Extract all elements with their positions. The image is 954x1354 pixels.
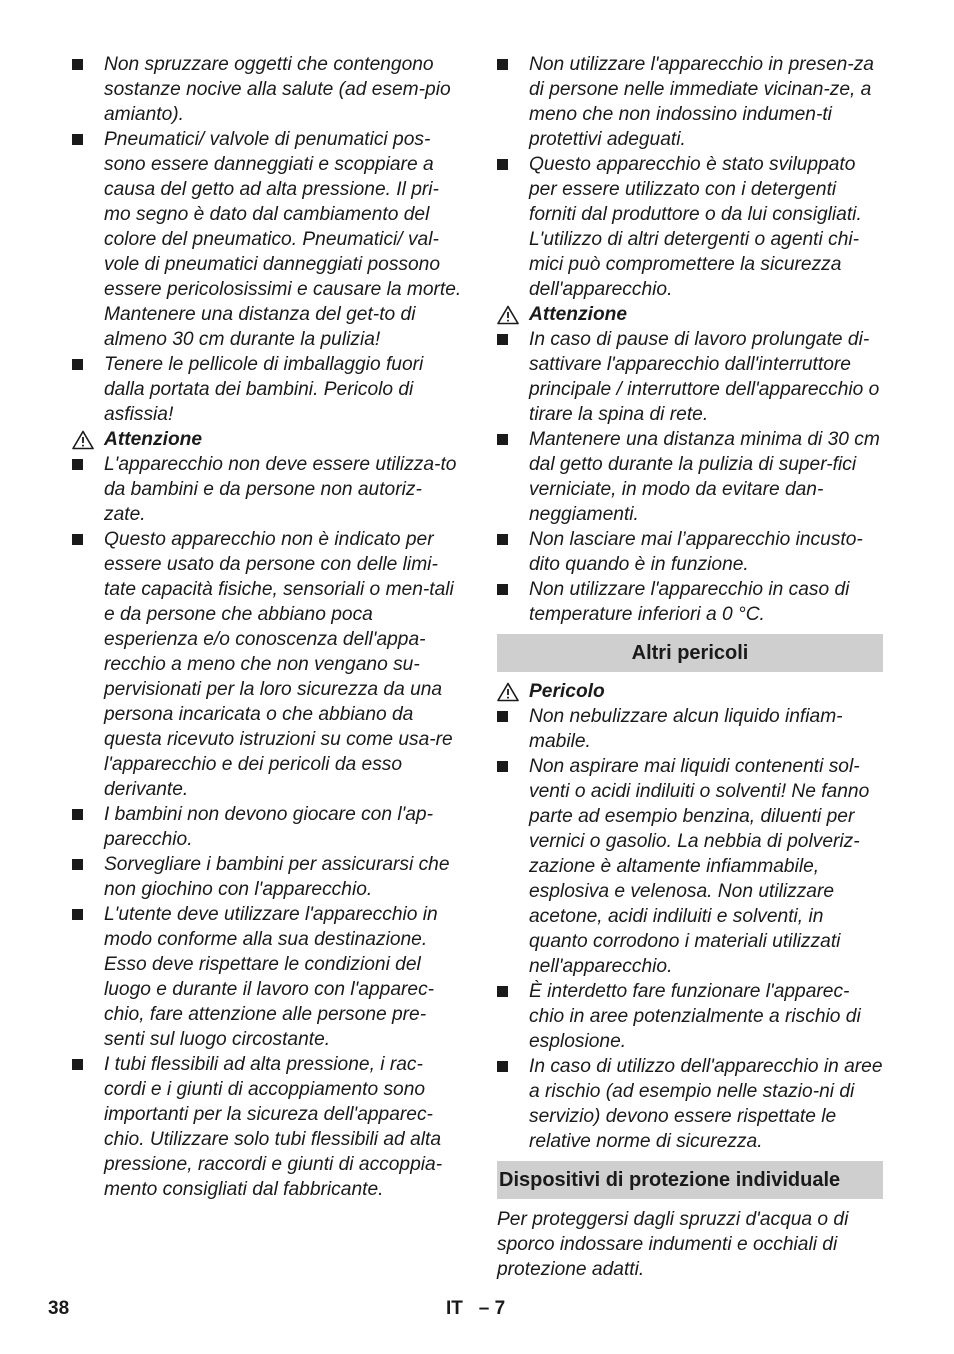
- warning-heading: [497, 679, 883, 704]
- list-item: [497, 1054, 883, 1154]
- section-heading: Altri pericoli: [497, 634, 883, 672]
- list-item-text: In caso di pause di lavoro prolungate di-sattivare l'apparecchio dall'interruttore principale / interruttore dell'apparecchio o tirare la spina di rete.: [529, 329, 880, 425]
- list-item-text: Non spruzzare oggetti che contengono sostanze nocive alla salute (ad esem-pio amianto).: [104, 54, 451, 125]
- square-bullet-icon: [72, 809, 83, 820]
- list-item: [497, 327, 883, 427]
- list-item: [497, 52, 883, 152]
- warning-label: Attenzione: [529, 304, 628, 325]
- square-bullet-icon: [72, 134, 83, 145]
- list-item-text: È interdetto fare funzionare l'apparec-chio in aree potenzialmente a rischio di esplosione.: [529, 981, 861, 1052]
- right-column: [497, 52, 883, 1282]
- list-item-text: Non nebulizzare alcun liquido infiam-mabile.: [529, 706, 843, 752]
- square-bullet-icon: [72, 534, 83, 545]
- square-bullet-icon: [497, 761, 508, 772]
- list-item: [72, 527, 462, 802]
- paragraph: Per proteggersi dagli spruzzi d'acqua o di sporco indossare indumenti e occhiali di protezione adatti.: [497, 1209, 849, 1280]
- list-item: [497, 427, 883, 527]
- list-item: [72, 127, 462, 352]
- square-bullet-icon: [72, 459, 83, 470]
- square-bullet-icon: [497, 1061, 508, 1072]
- list-item: [72, 352, 462, 427]
- list-item: [72, 902, 462, 1052]
- square-bullet-icon: [72, 1059, 83, 1070]
- list-item: [72, 1052, 462, 1202]
- warning-label: Pericolo: [529, 681, 605, 702]
- section-heading: Dispositivi di protezione individuale: [497, 1161, 883, 1199]
- list-item-text: Pneumatici/ valvole di penumatici pos-sono essere danneggiati e scoppiare a causa del getto ad alta pressione. Il pri-mo segno è dato dal cambiamento del colore del pneumatico. Pneumatici/ val-vole di pneumatici danneggiati possono essere pericolosissimi e causare la morte. Mantenere una distanza del get-to di almeno 30 cm durante la pulizia!: [104, 129, 462, 350]
- list-item: [497, 754, 883, 979]
- page-number: 38: [48, 1298, 70, 1319]
- list-item: [72, 852, 462, 902]
- list-item-text: Non utilizzare l'apparecchio in caso di temperature inferiori a 0 °C.: [529, 579, 850, 625]
- list-item: [497, 979, 883, 1054]
- square-bullet-icon: [72, 909, 83, 920]
- left-column: [72, 52, 462, 1202]
- warning-heading: [497, 302, 883, 327]
- square-bullet-icon: [497, 334, 508, 345]
- list-item-text: Non utilizzare l'apparecchio in presen-za di persone nelle immediate vicinan-ze, a meno che non indossino indumen-ti protettivi adeguati.: [529, 54, 874, 150]
- square-bullet-icon: [497, 986, 508, 997]
- list-item: [72, 52, 462, 127]
- square-bullet-icon: [497, 434, 508, 445]
- list-item-text: Questo apparecchio non è indicato per essere usato da persone con delle limi-tate capacità fisiche, sensoriali o men-tali e da persone che abbiano poca esperienza e/o conoscenza dell'appa-recchio a meno che non vengano su-pervisionati per la loro sicurezza da una persona incaricata o che abbiano da questa ricevuto istruzioni su come usa-re l'apparecchio e dei pericoli da esso derivante.: [104, 529, 454, 800]
- list-item: [497, 704, 883, 754]
- warning-triangle-icon: [497, 682, 519, 702]
- list-item-text: Sorvegliare i bambini per assicurarsi che non giochino con l'apparecchio.: [104, 854, 450, 900]
- list-item: [72, 452, 462, 527]
- list-item-text: Mantenere una distanza minima di 30 cm dal getto durante la pulizia di super-fici verniciate, in modo da evitare dan-neggiamenti.: [529, 429, 880, 525]
- list-item-text: L'apparecchio non deve essere utilizza-to da bambini e da persone non autoriz-zate.: [104, 454, 457, 525]
- list-item-text: L'utente deve utilizzare l'apparecchio in modo conforme alla sua destinazione. Esso deve rispettare le condizioni del luogo e durante il lavoro con l'apparec-chio, fare attenzione alle persone pre-senti sul luogo circostante.: [104, 904, 438, 1050]
- list-item-text: I bambini non devono giocare con l'ap-parecchio.: [104, 804, 433, 850]
- warning-triangle-icon: [497, 305, 519, 325]
- list-item-text: I tubi flessibili ad alta pressione, i rac-cordi e i giunti di accoppiamento sono importanti per la sicureza dell'apparec-chio. Utilizzare solo tubi flessibili ad alta pressione, raccordi e giunti di accoppia-mento consigliati dal fabbricante.: [104, 1054, 443, 1200]
- list-item-text: Questo apparecchio è stato sviluppato per essere utilizzato con i detergenti forniti dal produttore o da lui consigliati. L'utilizzo di altri detergenti o agenti chi-mici può compromettere la sicurezza dell'apparecchio.: [529, 154, 862, 300]
- warning-label: Attenzione: [104, 429, 203, 450]
- square-bullet-icon: [72, 359, 83, 370]
- square-bullet-icon: [497, 534, 508, 545]
- warning-triangle-icon: [72, 430, 94, 450]
- list-item: [497, 527, 883, 577]
- square-bullet-icon: [497, 159, 508, 170]
- list-item-text: In caso di utilizzo dell'apparecchio in aree a rischio (ad esempio nelle stazio-ni di servizio) devono essere rispettate le relative norme di sicurezza.: [529, 1056, 883, 1152]
- square-bullet-icon: [497, 59, 508, 70]
- square-bullet-icon: [497, 711, 508, 722]
- square-bullet-icon: [72, 59, 83, 70]
- warning-heading: [72, 427, 462, 452]
- square-bullet-icon: [497, 584, 508, 595]
- list-item-text: Non aspirare mai liquidi contenenti sol-venti o acidi indiluiti o solventi! Ne fanno parte ad esempio benzina, diluenti per vernici o gasolio. La nebbia di polveriz-zazione è altamente infiammabile, esplosiva e velenosa. Non utilizzare acetone, acidi indiluiti e solventi, in quanto corrodono i materiali utilizzati nell'apparecchio.: [529, 756, 870, 977]
- square-bullet-icon: [72, 859, 83, 870]
- page-label: IT – 7: [446, 1298, 506, 1319]
- list-item-text: Tenere le pellicole di imballaggio fuori dalla portata dei bambini. Pericolo di asfissia!: [104, 354, 424, 425]
- list-item: [497, 152, 883, 302]
- list-item: [497, 577, 883, 627]
- list-item: [72, 802, 462, 852]
- list-item-text: Non lasciare mai l’apparecchio incusto-dito quando è in funzione.: [529, 529, 863, 575]
